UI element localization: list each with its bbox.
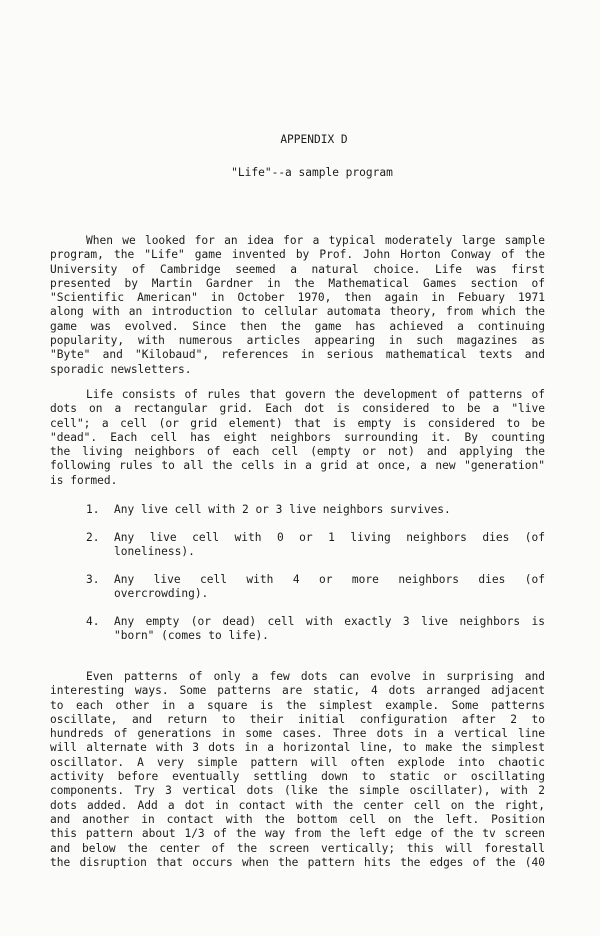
text-line: "Scientific American" in October 1970, then again in Febuary 1971 xyxy=(50,291,545,305)
rule-number: 1. xyxy=(86,503,100,516)
text-line: activity before eventually settling down to static or oscillating xyxy=(50,770,545,784)
text-line: oscillator. A very simple pattern will often explode into chaotic xyxy=(50,755,545,769)
text-line: the disruption that occurs when the pattern hits the edges of the (40 xyxy=(50,855,545,869)
text-line: sporadic newsletters. xyxy=(50,362,192,376)
text-line: following rules to all the cells in a grid at once, a new "generation" xyxy=(50,459,545,473)
rule-number: 3. xyxy=(86,573,100,586)
text-line: components. Try 3 vertical dots (like the simple oscillater), with 2 xyxy=(50,784,545,798)
paragraph-intro xyxy=(50,234,545,377)
rule-text-line: Any empty (or dead) cell with exactly 3 live neighbors is xyxy=(114,615,545,628)
rule-text-line: "born" (comes to life). xyxy=(114,629,269,643)
text-line: Life consists of rules that govern the development of patterns of xyxy=(86,388,545,401)
text-line: dots on a rectangular grid. Each dot is considered to be a "live xyxy=(50,402,545,416)
text-line: is formed. xyxy=(50,473,118,487)
paragraph-patterns xyxy=(50,670,545,870)
text-line: popularity, with numerous articles appearing in such magazines as xyxy=(50,334,545,348)
text-line: oscillate, and return to their initial configuration after 2 to xyxy=(50,712,545,726)
text-line: hundreds of generations in some cases. Three dots in a vertical line xyxy=(50,727,545,741)
text-line: program, the "Life" game invented by Prof. John Horton Conway of the xyxy=(50,248,545,262)
text-line: along with an introduction to cellular automata theory, from which the xyxy=(50,305,545,319)
text-line: and another in contact with the bottom cell on the left. Position xyxy=(50,812,545,826)
rule-text-line: Any live cell with 4 or more neighbors dies (of xyxy=(114,573,545,586)
text-line: dots added. Add a dot in contact with the center cell on the right, xyxy=(50,798,545,812)
rule-text-line: Any live cell with 2 or 3 live neighbors survives. xyxy=(114,503,451,516)
text-line: and below the center of the screen vertically; this will forestall xyxy=(50,841,545,855)
text-line: game was evolved. Since then the game has achieved a continuing xyxy=(50,319,545,333)
text-line: University of Cambridge seemed a natural choice. Life was first xyxy=(50,262,545,276)
appendix-heading: APPENDIX D xyxy=(280,133,348,146)
appendix-subtitle: "Life"--a sample program xyxy=(231,166,393,179)
text-line: "dead". Each cell has eight neighbors surrounding it. By counting xyxy=(50,430,545,444)
text-line: presented by Martin Gardner in the Mathematical Games section of xyxy=(50,276,545,290)
rule-number: 2. xyxy=(86,531,100,544)
rule-text-line: overcrowding). xyxy=(114,587,209,601)
rule-text-line: Any live cell with 0 or 1 living neighbors dies (of xyxy=(114,531,545,544)
paragraph-rules-intro xyxy=(50,388,545,488)
text-line: "Byte" and "Kilobaud", references in serious mathematical texts and xyxy=(50,348,545,362)
text-line: Even patterns of only a few dots can evolve in surprising and xyxy=(86,670,545,683)
rule-number: 4. xyxy=(86,615,100,628)
text-line: When we looked for an idea for a typical moderately large sample xyxy=(86,234,545,247)
text-line: will alternate with 3 dots in a horizontal line, to make the simplest xyxy=(50,741,545,755)
text-line: interesting ways. Some patterns are static, 4 dots arranged adjacent xyxy=(50,684,545,698)
text-line: the living neighbors of each cell (empty or not) and applying the xyxy=(50,445,545,459)
text-line: to each other in a square is the simplest example. Some patterns xyxy=(50,698,545,712)
rule-text-line: loneliness). xyxy=(114,545,195,559)
text-line: this pattern about 1/3 of the way from the left edge of the tv screen xyxy=(50,827,545,841)
text-line: cell"; a cell (or grid element) that is empty is considered to be xyxy=(50,416,545,430)
